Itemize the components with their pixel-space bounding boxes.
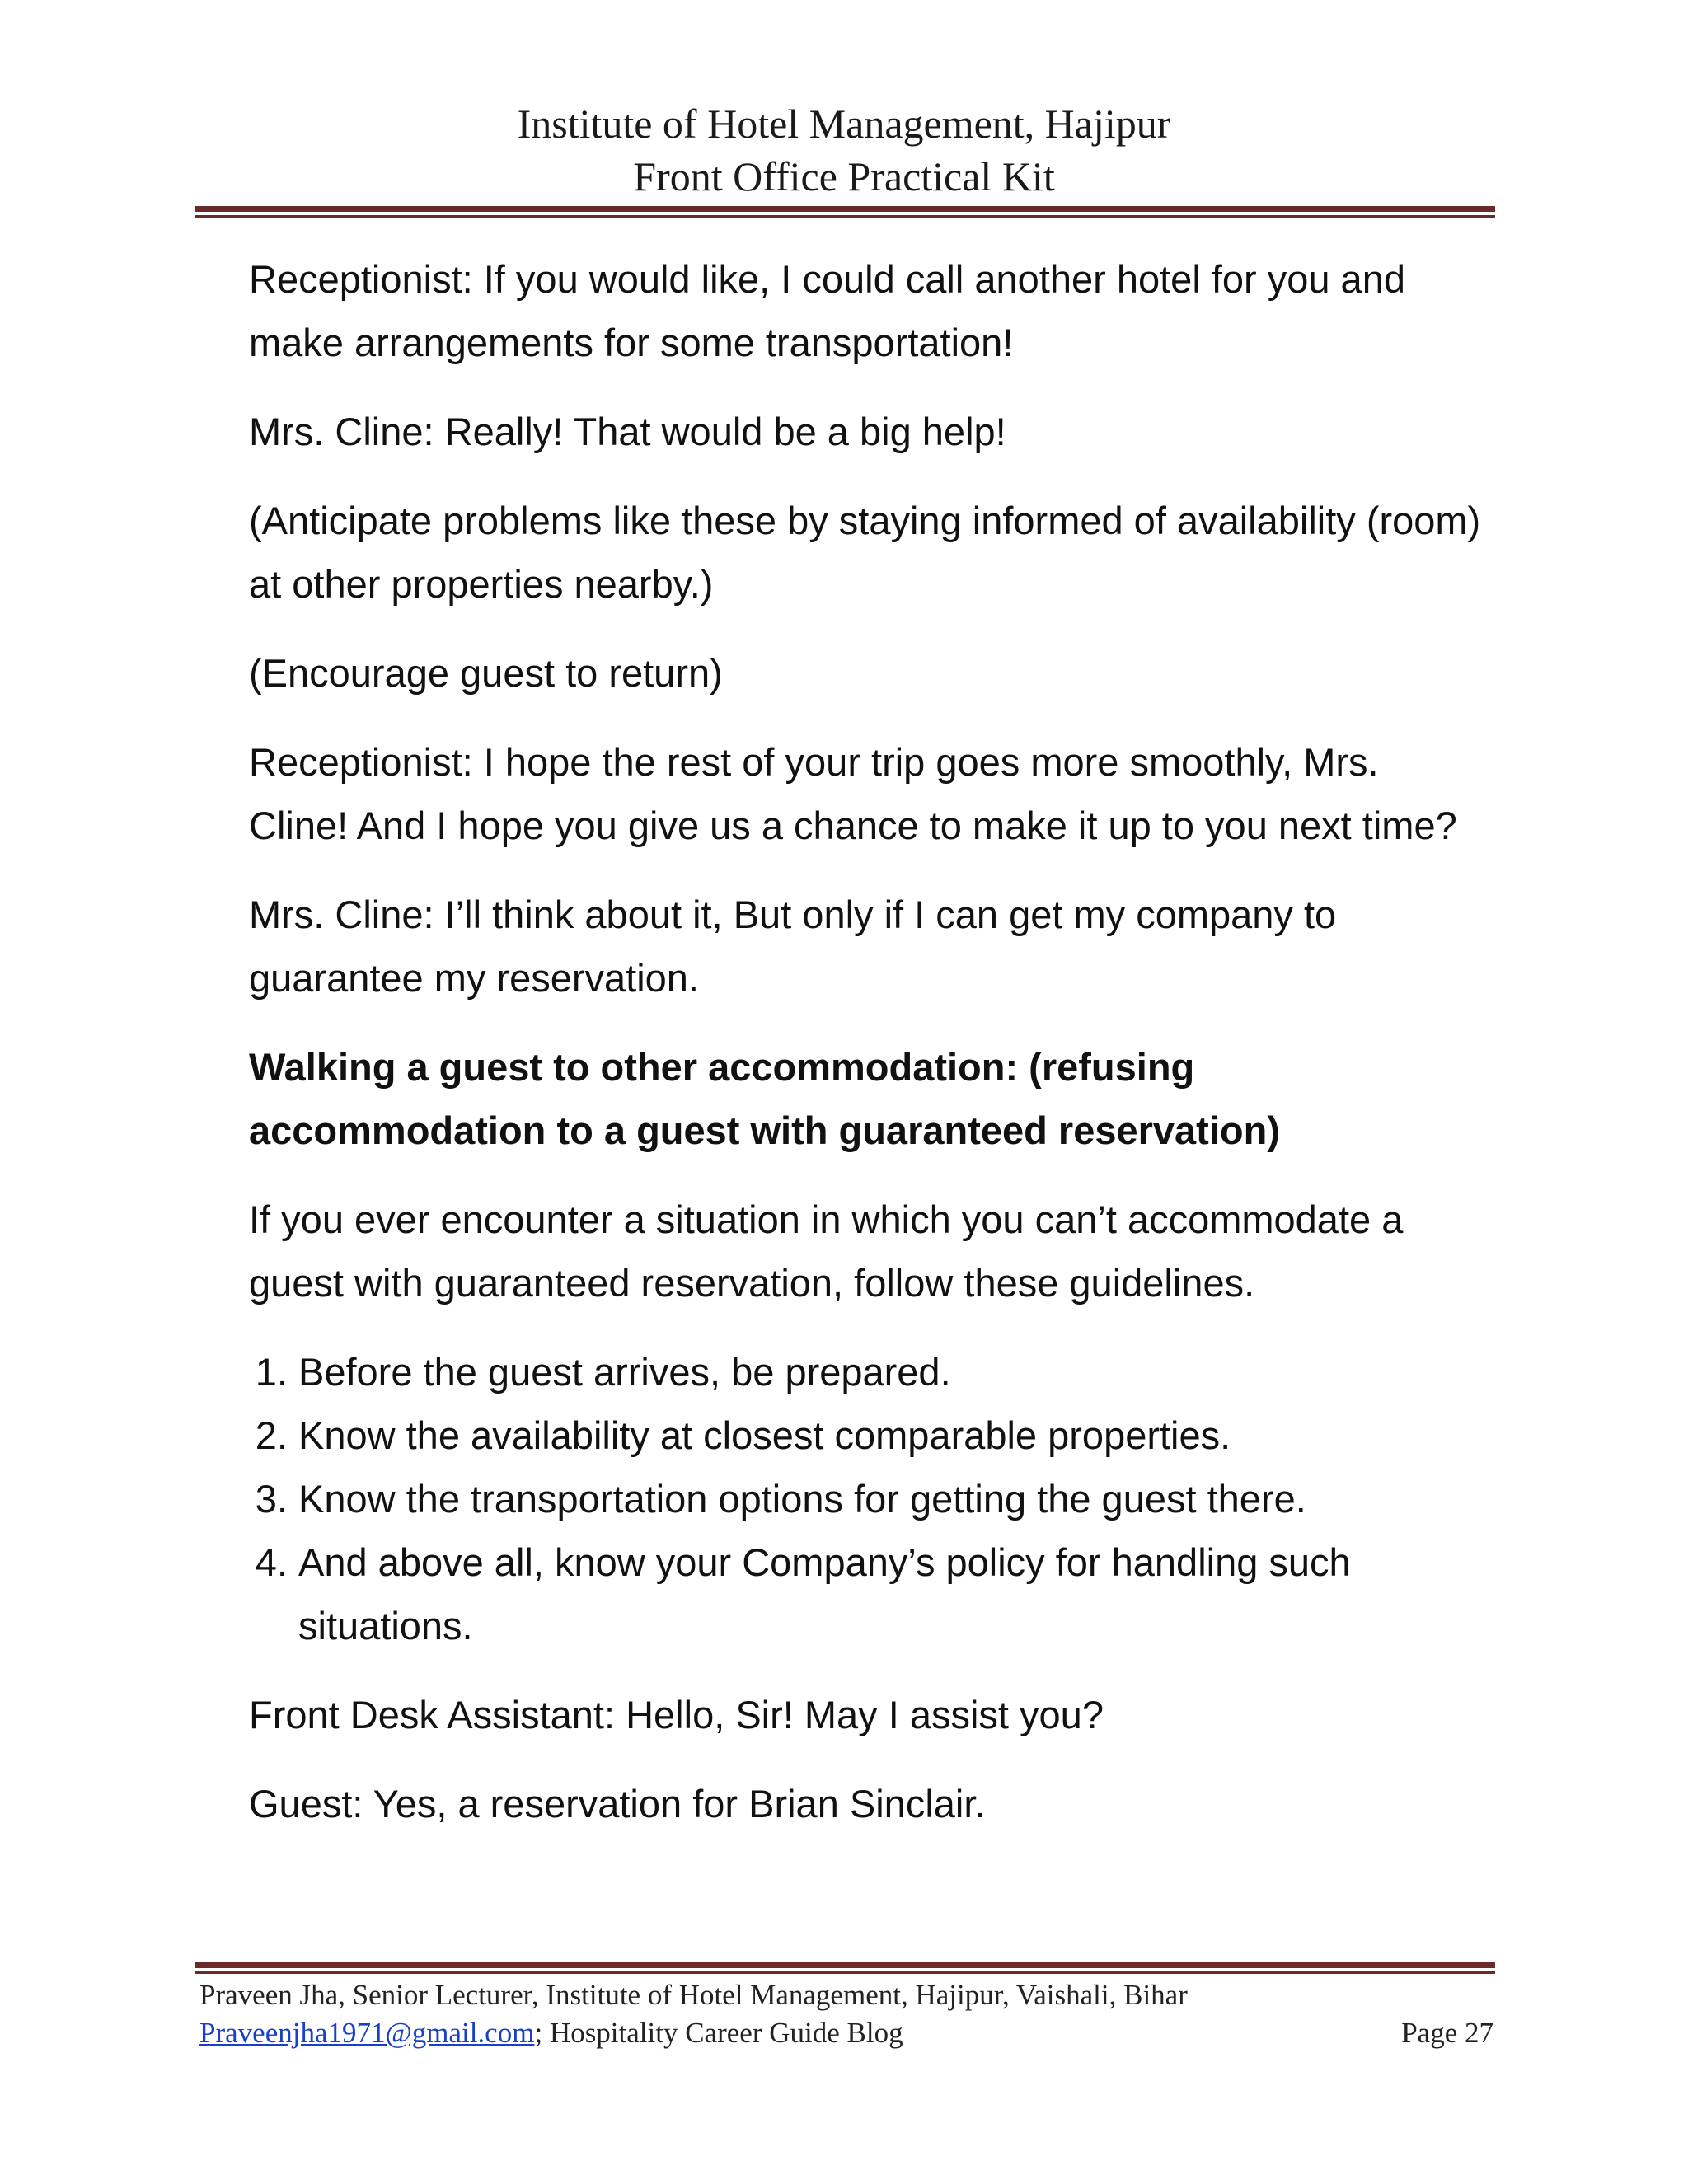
paragraph: Receptionist: If you would like, I could call another hotel for you and make arrangements for some transportation! <box>249 257 1405 364</box>
footer-author: Praveen Jha, Senior Lecturer, Institute of Hotel Management, Hajipur, Vaishali, Bihar <box>199 1979 1188 2011</box>
paragraph: If you ever encounter a situation in which you can’t accommodate a guest with guaranteed reservation, follow these guidelines. <box>249 1197 1404 1305</box>
page-footer <box>199 1976 1493 2052</box>
list-item: 1. Before the guest arrives, be prepared. <box>298 1340 1485 1404</box>
header-rule-thin <box>195 215 1495 218</box>
page-body <box>249 247 1485 1861</box>
paragraph: (Encourage guest to return) <box>249 651 723 695</box>
header-rule-thick <box>195 206 1495 212</box>
footer-rule-thin <box>195 1971 1495 1974</box>
footer-blog: ; Hospitality Career Guide Blog <box>534 2017 903 2049</box>
list-item: 4. And above all, know your Company’s policy for handling such situations. <box>298 1530 1485 1657</box>
section-heading: Walking a guest to other accommodation: (refusing accommodation to a guest with guaranteed reservation) <box>249 1045 1280 1152</box>
paragraph: Mrs. Cline: Really! That would be a big help! <box>249 410 1006 453</box>
paragraph: Front Desk Assistant: Hello, Sir! May I assist you? <box>249 1693 1104 1736</box>
header-institute: Institute of Hotel Management, Hajipur <box>517 101 1171 147</box>
page-number: Page 27 <box>1401 2017 1493 2049</box>
list-item: 3. Know the transportation options for getting the guest there. <box>298 1467 1485 1530</box>
paragraph: Guest: Yes, a reservation for Brian Sinclair. <box>249 1782 986 1825</box>
footer-rule-thick <box>195 1962 1495 1968</box>
footer-email-link[interactable]: Praveenjha1971@gmail.com <box>199 2017 535 2049</box>
paragraph: (Anticipate problems like these by staying informed of availability (room) at other properties nearby.) <box>249 499 1481 606</box>
header-kit-title: Front Office Practical Kit <box>633 153 1055 199</box>
paragraph: Mrs. Cline: I’ll think about it, But only if I can get my company to guarantee my reservation. <box>249 893 1337 1000</box>
paragraph: Receptionist: I hope the rest of your trip goes more smoothly, Mrs. Cline! And I hope you give us a chance to make it up to you next time? <box>249 740 1457 847</box>
guidelines-list <box>249 1340 1485 1657</box>
page-header <box>0 97 1688 203</box>
list-item: 2. Know the availability at closest comparable properties. <box>298 1404 1485 1467</box>
